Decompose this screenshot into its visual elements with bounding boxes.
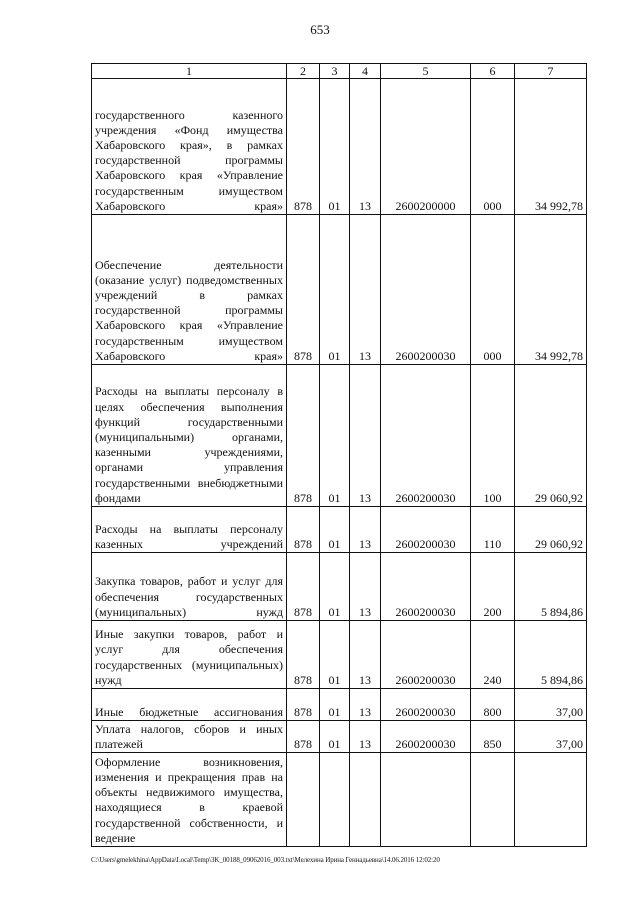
cell-amount: 34 992,78 (515, 79, 587, 215)
row-description: Оформление возникновения, изменения и прекращения прав на объекты недвижимого имущества, находящиеся в краевой государственной собственности, и ведение (92, 753, 287, 847)
column-header: 6 (471, 64, 515, 79)
cell-target-article: 2600200030 (381, 365, 471, 507)
column-header: 5 (381, 64, 471, 79)
table-row (92, 689, 587, 721)
cell-amount: 29 060,92 (515, 507, 587, 553)
cell-amount: 5 894,86 (515, 553, 587, 621)
table-row (92, 753, 587, 847)
cell-subsection-code: 13 (350, 365, 381, 507)
table-row (92, 79, 587, 215)
cell-subsection-code: 13 (350, 621, 381, 689)
cell-amount: 29 060,92 (515, 365, 587, 507)
table-row (92, 365, 587, 507)
cell-amount: 37,00 (515, 689, 587, 721)
cell-subsection-code: 13 (350, 689, 381, 721)
cell-ministry-code: 878 (287, 507, 320, 553)
cell-amount (515, 753, 587, 847)
cell-section-code: 01 (320, 365, 350, 507)
cell-target-article: 2600200030 (381, 621, 471, 689)
cell-expense-type: 200 (471, 553, 515, 621)
cell-target-article (381, 753, 471, 847)
cell-section-code: 01 (320, 215, 350, 365)
cell-ministry-code: 878 (287, 215, 320, 365)
cell-subsection-code: 13 (350, 507, 381, 553)
cell-ministry-code: 878 (287, 79, 320, 215)
budget-table (91, 63, 587, 847)
cell-ministry-code: 878 (287, 365, 320, 507)
cell-expense-type: 800 (471, 689, 515, 721)
page-number: 653 (310, 22, 330, 37)
cell-ministry-code: 878 (287, 553, 320, 621)
table-header-row (92, 64, 587, 79)
column-header: 1 (92, 64, 287, 79)
cell-target-article: 2600200030 (381, 689, 471, 721)
cell-section-code: 01 (320, 721, 350, 753)
cell-subsection-code: 13 (350, 215, 381, 365)
cell-subsection-code (350, 753, 381, 847)
table-row (92, 507, 587, 553)
cell-amount: 34 992,78 (515, 215, 587, 365)
table-row (92, 621, 587, 689)
cell-target-article: 2600200000 (381, 79, 471, 215)
cell-section-code: 01 (320, 689, 350, 721)
cell-expense-type: 100 (471, 365, 515, 507)
row-description: Обеспечение деятельности (оказание услуг) подведомственных учреждений в рамках государственной программы Хабаровского края «Управление государственным имуществом Хабаровского края» (92, 215, 287, 365)
table-row (92, 215, 587, 365)
cell-expense-type: 850 (471, 721, 515, 753)
cell-ministry-code: 878 (287, 689, 320, 721)
cell-subsection-code: 13 (350, 553, 381, 621)
table-row (92, 721, 587, 753)
cell-section-code: 01 (320, 79, 350, 215)
row-description: Иные бюджетные ассигнования (92, 689, 287, 721)
cell-section-code: 01 (320, 621, 350, 689)
cell-ministry-code: 878 (287, 621, 320, 689)
cell-ministry-code: 878 (287, 721, 320, 753)
cell-subsection-code: 13 (350, 721, 381, 753)
row-description: Расходы на выплаты персоналу в целях обеспечения выполнения функций государственными (муниципальными) органами, казенными учреждениями, органами управления государственными внебюджетными фондами (92, 365, 287, 507)
cell-target-article: 2600200030 (381, 507, 471, 553)
cell-expense-type (471, 753, 515, 847)
cell-subsection-code: 13 (350, 79, 381, 215)
cell-target-article: 2600200030 (381, 215, 471, 365)
column-header: 4 (350, 64, 381, 79)
column-header: 3 (320, 64, 350, 79)
column-header: 2 (287, 64, 320, 79)
cell-amount: 5 894,86 (515, 621, 587, 689)
cell-expense-type: 240 (471, 621, 515, 689)
row-description: Уплата налогов, сборов и иных платежей (92, 721, 287, 753)
cell-amount: 37,00 (515, 721, 587, 753)
row-description: Расходы на выплаты персоналу казенных учреждений (92, 507, 287, 553)
cell-expense-type: 000 (471, 79, 515, 215)
cell-expense-type: 110 (471, 507, 515, 553)
cell-target-article: 2600200030 (381, 553, 471, 621)
row-description: Закупка товаров, работ и услуг для обеспечения государственных (муниципальных) нужд (92, 553, 287, 621)
cell-section-code: 01 (320, 507, 350, 553)
cell-section-code: 01 (320, 553, 350, 621)
cell-expense-type: 000 (471, 215, 515, 365)
row-description: государственного казенного учреждения «Фонд имущества Хабаровского края», в рамках государственной программы Хабаровского края «Управление государственным имуществом Хабаровского края» (92, 79, 287, 215)
cell-ministry-code (287, 753, 320, 847)
table-row (92, 553, 587, 621)
row-description: Иные закупки товаров, работ и услуг для обеспечения государственных (муниципальных) нужд (92, 621, 287, 689)
cell-target-article: 2600200030 (381, 721, 471, 753)
cell-section-code (320, 753, 350, 847)
file-path-footer: C:\Users\gmelekhina\AppData\Local\Temp\3K_00188_09062016_003.txt\Мелехина Ирина Геннадьевна\14.06.2016 12:02:20 (91, 856, 440, 864)
column-header: 7 (515, 64, 587, 79)
